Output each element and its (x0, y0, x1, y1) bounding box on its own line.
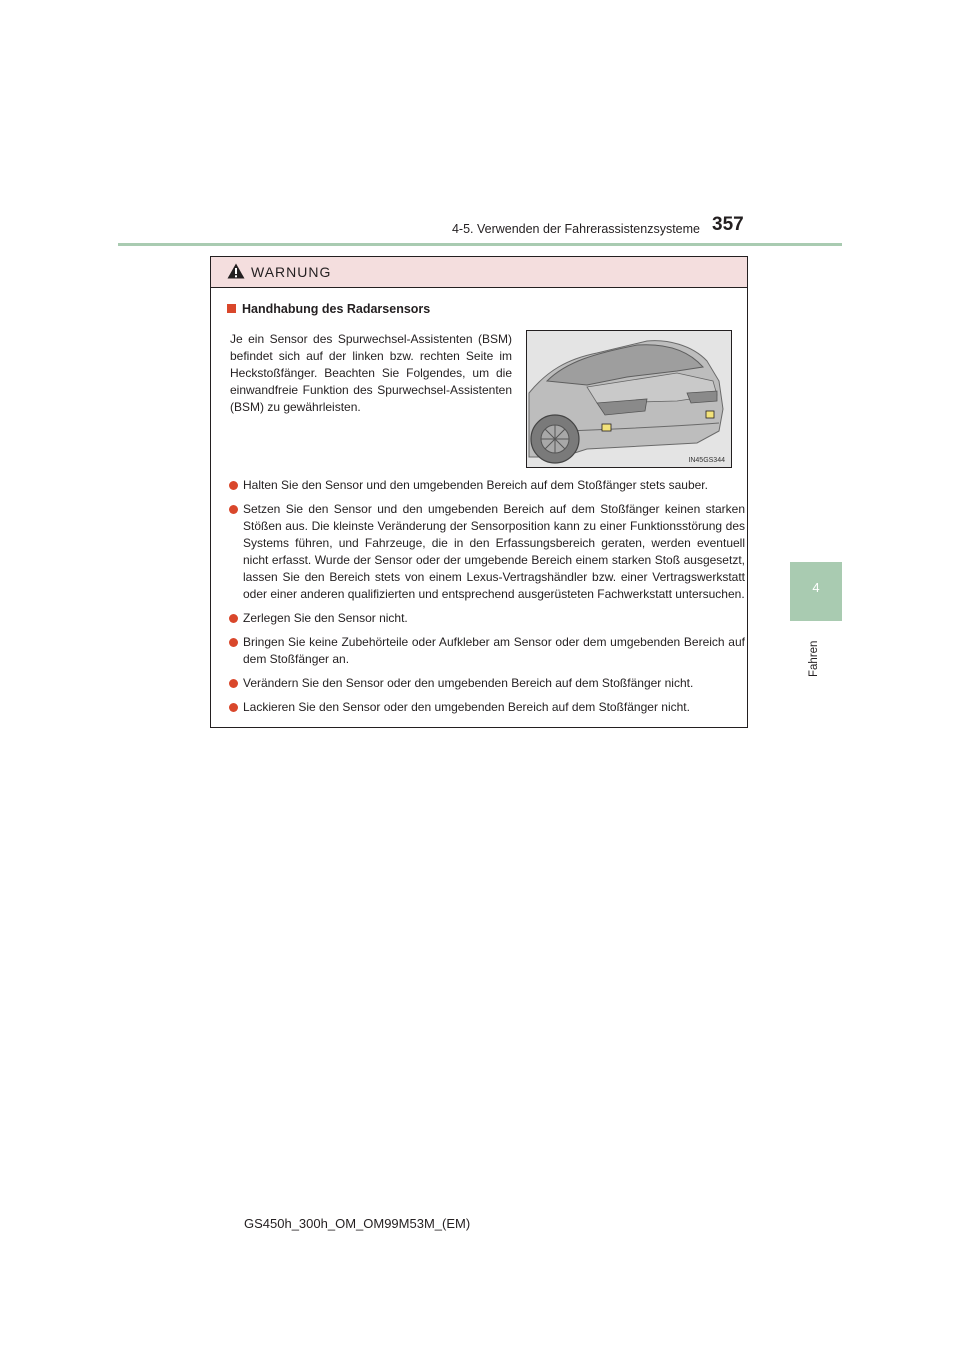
bullet-dot-icon (229, 614, 238, 623)
bullet-dot-icon (229, 679, 238, 688)
chapter-label: Fahren (808, 640, 820, 677)
bullet-dot-icon (229, 505, 238, 514)
bullet-item (229, 477, 745, 494)
intro-paragraph: Je ein Sensor des Spurwechsel-Assistenten (BSM) befindet sich auf der linken bzw. rechten Seite im Heckstoßfänger. Beachten Sie Folgendes, um die einwandfreie Funktion des Spurwechsel-Assistenten (BSM) zu gewährleisten. (230, 332, 512, 414)
left-sensor-marker (602, 424, 611, 431)
bullet-text: Verändern Sie den Sensor oder den umgebenden Bereich auf dem Stoßfänger nicht. (243, 676, 694, 690)
bullet-item (229, 501, 745, 603)
section-heading (227, 302, 430, 316)
square-bullet-icon (227, 304, 236, 313)
bullet-item (229, 634, 745, 668)
bullet-item (229, 610, 745, 627)
warning-header (211, 257, 747, 288)
chapter-number: 4 (812, 580, 820, 595)
bullet-text: Setzen Sie den Sensor und den umgebenden Bereich auf dem Stoßfänger keinen starken Stößen aus. Die kleinste Veränderung der Sensorposition kann zu einer Funktionsstörung des Systems führen, und Fahrzeuge, die in den Erfassungsbereich geraten, werden eventuell nicht erfasst. Wurde der Sensor oder der umgebende Bereich einem starken Stoß ausgesetzt, lassen Sie den Bereich stets von einem Lexus-Vertragshändler bzw. einer Vertragswerkstatt oder einer anderen qualifizierten und entsprechend ausgerüsteten Fachwerkstatt untersuchen. (243, 502, 745, 601)
section-heading-text: Handhabung des Radarsensors (242, 302, 431, 316)
warning-title: WARNUNG (251, 264, 332, 280)
bullet-text: Zerlegen Sie den Sensor nicht. (243, 611, 408, 625)
bullet-text: Lackieren Sie den Sensor oder den umgebenden Bereich auf dem Stoßfänger nicht. (243, 700, 690, 714)
warning-bullet-list (229, 477, 745, 723)
bullet-item (229, 675, 745, 692)
bullet-dot-icon (229, 703, 238, 712)
bullet-text: Halten Sie den Sensor und den umgebenden Bereich auf dem Stoßfänger stets sauber. (243, 478, 708, 492)
car-rear-illustration (526, 330, 732, 468)
right-sensor-marker (706, 411, 714, 418)
bullet-text: Bringen Sie keine Zubehörteile oder Aufkleber am Sensor oder dem umgebenden Bereich auf dem Stoßfänger an. (243, 635, 745, 666)
bullet-item (229, 699, 745, 716)
chapter-tab (790, 562, 842, 621)
warning-triangle-icon (227, 263, 245, 279)
figure-id: IN45GS344 (688, 457, 725, 464)
page-number: 357 (712, 214, 744, 235)
manual-code: GS450h_300h_OM_OM99M53M_(EM) (244, 1216, 471, 1231)
section-title: 4-5. Verwenden der Fahrerassistenzsysteme (451, 222, 700, 236)
bullet-dot-icon (229, 481, 238, 490)
bullet-dot-icon (229, 638, 238, 647)
warning-box (210, 256, 748, 728)
header-rule (118, 243, 842, 246)
